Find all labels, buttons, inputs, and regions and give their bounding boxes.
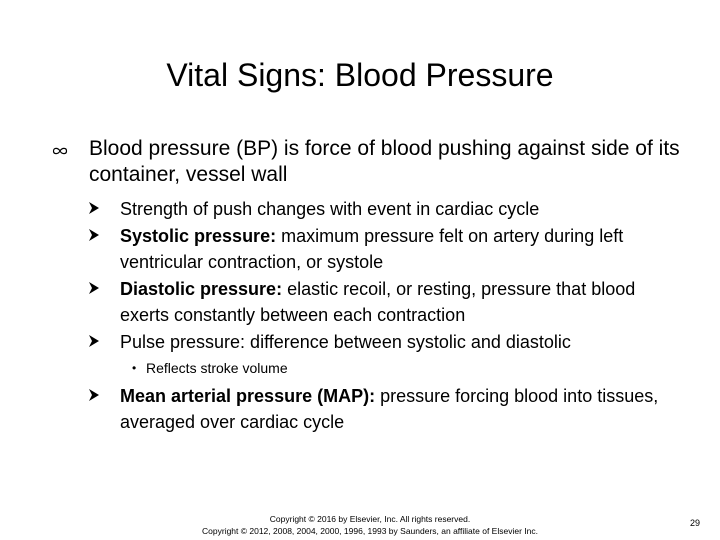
page-number: 29 bbox=[689, 518, 700, 528]
arrowhead-bullet-icon bbox=[88, 223, 100, 249]
sub-bullet-text: pressure forcing blood into tissues, averaged over cardiac cycle bbox=[120, 386, 659, 432]
sub-bullet-list bbox=[88, 196, 668, 436]
sub-bullet-text: maximum pressure felt on artery during left ventricular contraction, or systole bbox=[120, 226, 624, 272]
copyright-footer bbox=[150, 513, 590, 537]
sub-bullet-item bbox=[88, 276, 668, 328]
footer-line-2: Copyright © 2012, 2008, 2004, 2000, 1996, 1993 by Saunders, an affiliate of Elsevier Inc. bbox=[202, 526, 538, 536]
sub-bullet-text: Pulse pressure: difference between systolic and diastolic bbox=[120, 332, 571, 352]
arrowhead-bullet-icon bbox=[88, 196, 100, 222]
sub-bullet-item bbox=[88, 383, 668, 435]
sub-bullet-item bbox=[88, 223, 668, 275]
slide-title: Vital Signs: Blood Pressure bbox=[166, 57, 554, 93]
sub-sub-bullet-text: Reflects stroke volume bbox=[146, 360, 288, 376]
term-map: Mean arterial pressure (MAP): bbox=[120, 386, 376, 406]
sub-bullet-item bbox=[88, 196, 668, 222]
term-systolic: Systolic pressure: bbox=[120, 226, 277, 246]
sub-sub-bullet-item bbox=[132, 357, 668, 379]
dot-bullet-icon: • bbox=[132, 361, 137, 375]
arrowhead-bullet-icon bbox=[88, 329, 100, 355]
sub-bullet-text: elastic recoil, or resting, pressure that blood exerts constantly between each contraction bbox=[120, 279, 636, 325]
sub-bullet-text: Strength of push changes with event in cardiac cycle bbox=[120, 199, 540, 219]
main-bullet-text: Blood pressure (BP) is force of blood pushing against side of its container, vessel wall bbox=[89, 137, 680, 186]
arrowhead-bullet-icon bbox=[88, 383, 100, 409]
infinity-bullet-icon bbox=[52, 146, 68, 156]
term-diastolic: Diastolic pressure: bbox=[120, 279, 283, 299]
sub-bullet-item bbox=[88, 329, 668, 355]
arrowhead-bullet-icon bbox=[88, 276, 100, 302]
footer-line-1: Copyright © 2016 by Elsevier, Inc. All rights reserved. bbox=[269, 514, 471, 524]
